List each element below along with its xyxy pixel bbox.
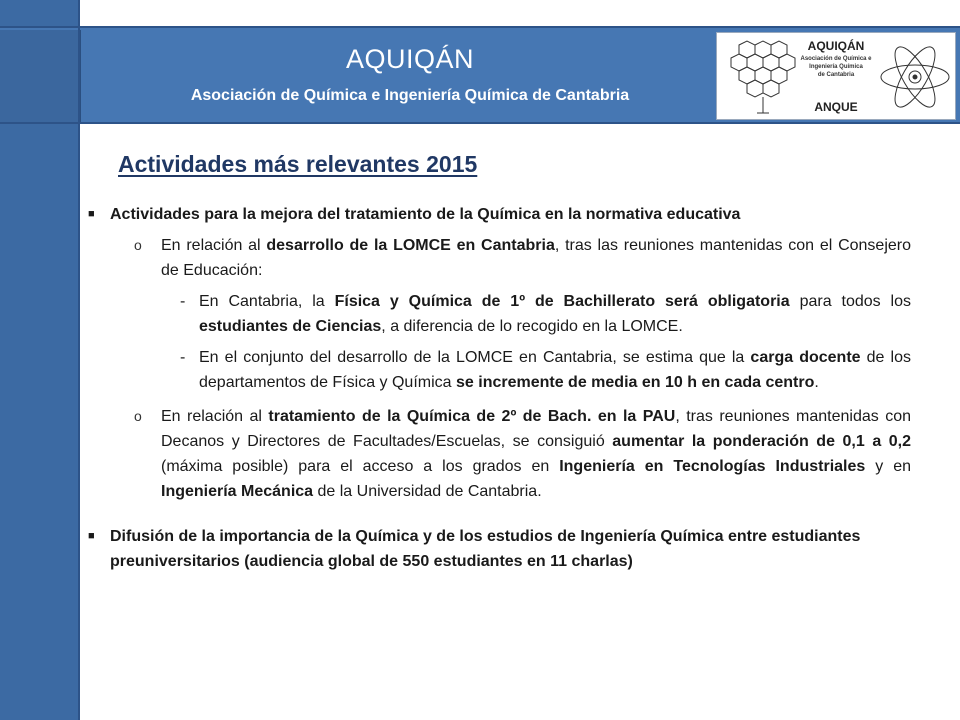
- header-title: AQUIQÁN: [345, 44, 475, 74]
- text-run: , tras las reuniones mantenidas con el Consejero de Educación:: [161, 237, 912, 279]
- text-run: , tras reuniones mantenidas con Decanos y Directores de Facultades/Escuelas, se consiguió: [161, 408, 912, 450]
- header-left-block: [0, 30, 81, 122]
- sub-bullet-item: [86, 404, 911, 504]
- bullet-text: Difusión de la importancia de la Química y de los estudios de Ingeniería Química entre estudiantes preuniversitarios (audiencia global de 550 estudiantes en 11 charlas): [110, 528, 861, 570]
- logo-subtitle-line: Ingeniería Química: [809, 64, 863, 70]
- bold-run: tratamiento de la Química de 2º de Bach. en la PAU: [268, 408, 676, 425]
- bullet-text: Actividades para la mejora del tratamiento de la Química en la normativa educativa: [110, 206, 741, 223]
- square-bullet-icon: ■: [88, 208, 95, 220]
- bold-run: desarrollo de la LOMCE en Cantabria: [266, 237, 555, 254]
- bold-run: aumentar la ponderación de 0,1 a 0,2: [612, 433, 912, 450]
- logo-title: AQUIQÁN: [807, 39, 865, 53]
- circle-bullet-icon: o: [134, 408, 142, 424]
- text-run: de la Universidad de Cantabria.: [313, 483, 542, 500]
- bullet-item: [86, 524, 926, 574]
- logo-subtitle-line: de Cantabria: [817, 72, 855, 78]
- text-run: de los departamentos de Física y Química: [199, 349, 912, 391]
- text-run: y en: [865, 458, 912, 475]
- aquiqan-logo: [716, 32, 956, 120]
- section-title: Actividades más relevantes 2015: [118, 151, 478, 177]
- dash-marker: -: [180, 349, 186, 366]
- atom-icon: [881, 42, 949, 113]
- text-run: (máxima posible) para el acceso a los grados en: [161, 458, 560, 475]
- text-run: , a diferencia de lo recogido en la LOMCE.: [381, 318, 683, 335]
- hexagon-molecule-icon: [731, 41, 795, 113]
- bold-run: Ingeniería en Tecnologías Industriales: [559, 458, 866, 475]
- text-run: para todos los: [789, 293, 912, 310]
- text-run: En relación al: [161, 237, 267, 254]
- circle-bullet-icon: o: [134, 237, 142, 253]
- text-run: En el conjunto del desarrollo de la LOMCE en Cantabria, se estima que la: [199, 349, 751, 366]
- slide-content: [86, 202, 926, 580]
- text-run: En Cantabria, la: [199, 293, 335, 310]
- sub-bullet-item: [86, 233, 911, 283]
- bold-run: se incremente de media en 10 h en cada centro: [456, 374, 815, 391]
- dash-item: [86, 345, 911, 395]
- dash-item: [86, 289, 911, 339]
- dash-marker: -: [180, 293, 186, 310]
- logo-subtitle: [793, 55, 879, 79]
- bold-run: Física y Química de 1º de Bachillerato será obligatoria: [334, 293, 790, 310]
- logo-subtitle-line: Asociación de Química e: [800, 56, 872, 62]
- header-subtitle: Asociación de Química e Ingeniería Química de Cantabria: [190, 87, 630, 104]
- text-run: En relación al: [161, 408, 269, 425]
- text-run: .: [814, 374, 819, 391]
- square-bullet-icon: ■: [88, 530, 95, 542]
- bold-run: carga docente: [750, 349, 861, 366]
- left-bar-edge: [78, 0, 80, 720]
- bold-run: estudiantes de Ciencias: [199, 318, 382, 335]
- bullet-item: [86, 202, 926, 227]
- bold-run: Ingeniería Mecánica: [161, 483, 314, 500]
- logo-org: ANQUE: [814, 100, 858, 114]
